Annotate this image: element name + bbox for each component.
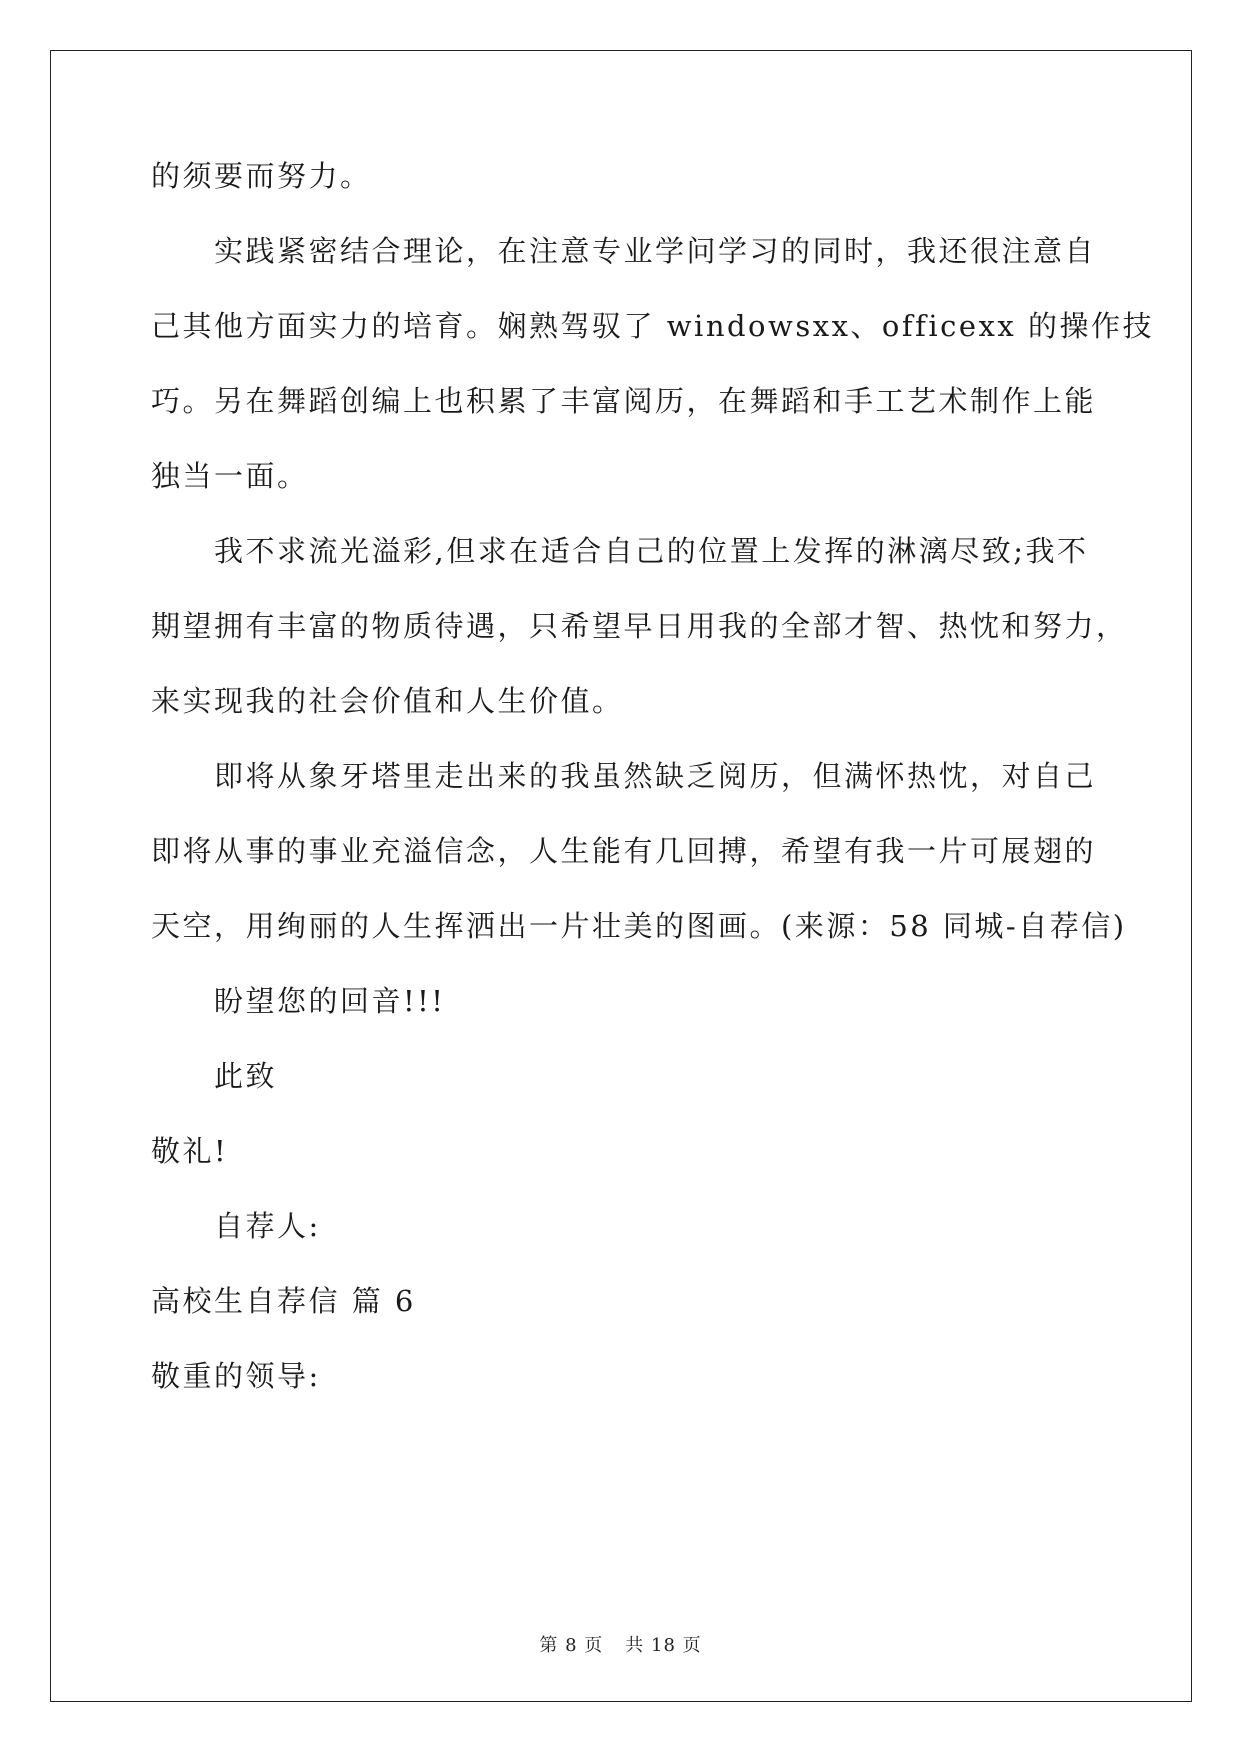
page-total: 共 18 页: [625, 1635, 702, 1656]
signature-line: 自荐人:: [214, 1209, 321, 1243]
salutation-line: 此致: [214, 1059, 278, 1093]
document-body: [151, 0, 1154, 1754]
paragraph-line: 己其他方面实力的培育。娴熟驾驭了 windowsxx、officexx 的操作技: [151, 309, 1154, 343]
paragraph-line: 期望拥有丰富的物质待遇，只希望早日用我的全部才智、热忱和努力，: [151, 609, 1128, 643]
paragraph-line: 实践紧密结合理论，在注意专业学问学习的同时，我还很注意自: [214, 234, 1097, 268]
paragraph-line: 我不求流光溢彩,但求在适合自己的位置上发挥的淋漓尽致;我不: [214, 534, 1089, 568]
salutation-line: 敬礼!: [151, 1134, 229, 1168]
paragraph-line: 巧。另在舞蹈创编上也积累了丰富阅历，在舞蹈和手工艺术制作上能: [151, 384, 1097, 418]
paragraph-line: 天空，用绚丽的人生挥洒出一片壮美的图画。(来源：58 同城-自荐信): [151, 909, 1127, 943]
paragraph-line: 来实现我的社会价值和人生价值。: [151, 684, 624, 718]
paragraph-line: 独当一面。: [151, 459, 309, 493]
page-footer: [0, 1631, 1241, 1657]
closing-line: 盼望您的回音!!!: [214, 984, 446, 1018]
section-heading: 高校生自荐信 篇 6: [151, 1284, 416, 1318]
page-number: 第 8 页: [539, 1635, 604, 1656]
paragraph-line: 即将从事的事业充溢信念，人生能有几回搏，希望有我一片可展翅的: [151, 834, 1097, 868]
paragraph-line: 的须要而努力。: [151, 159, 372, 193]
greeting-line: 敬重的领导:: [151, 1359, 321, 1393]
paragraph-line: 即将从象牙塔里走出来的我虽然缺乏阅历，但满怀热忱，对自己: [214, 759, 1097, 793]
